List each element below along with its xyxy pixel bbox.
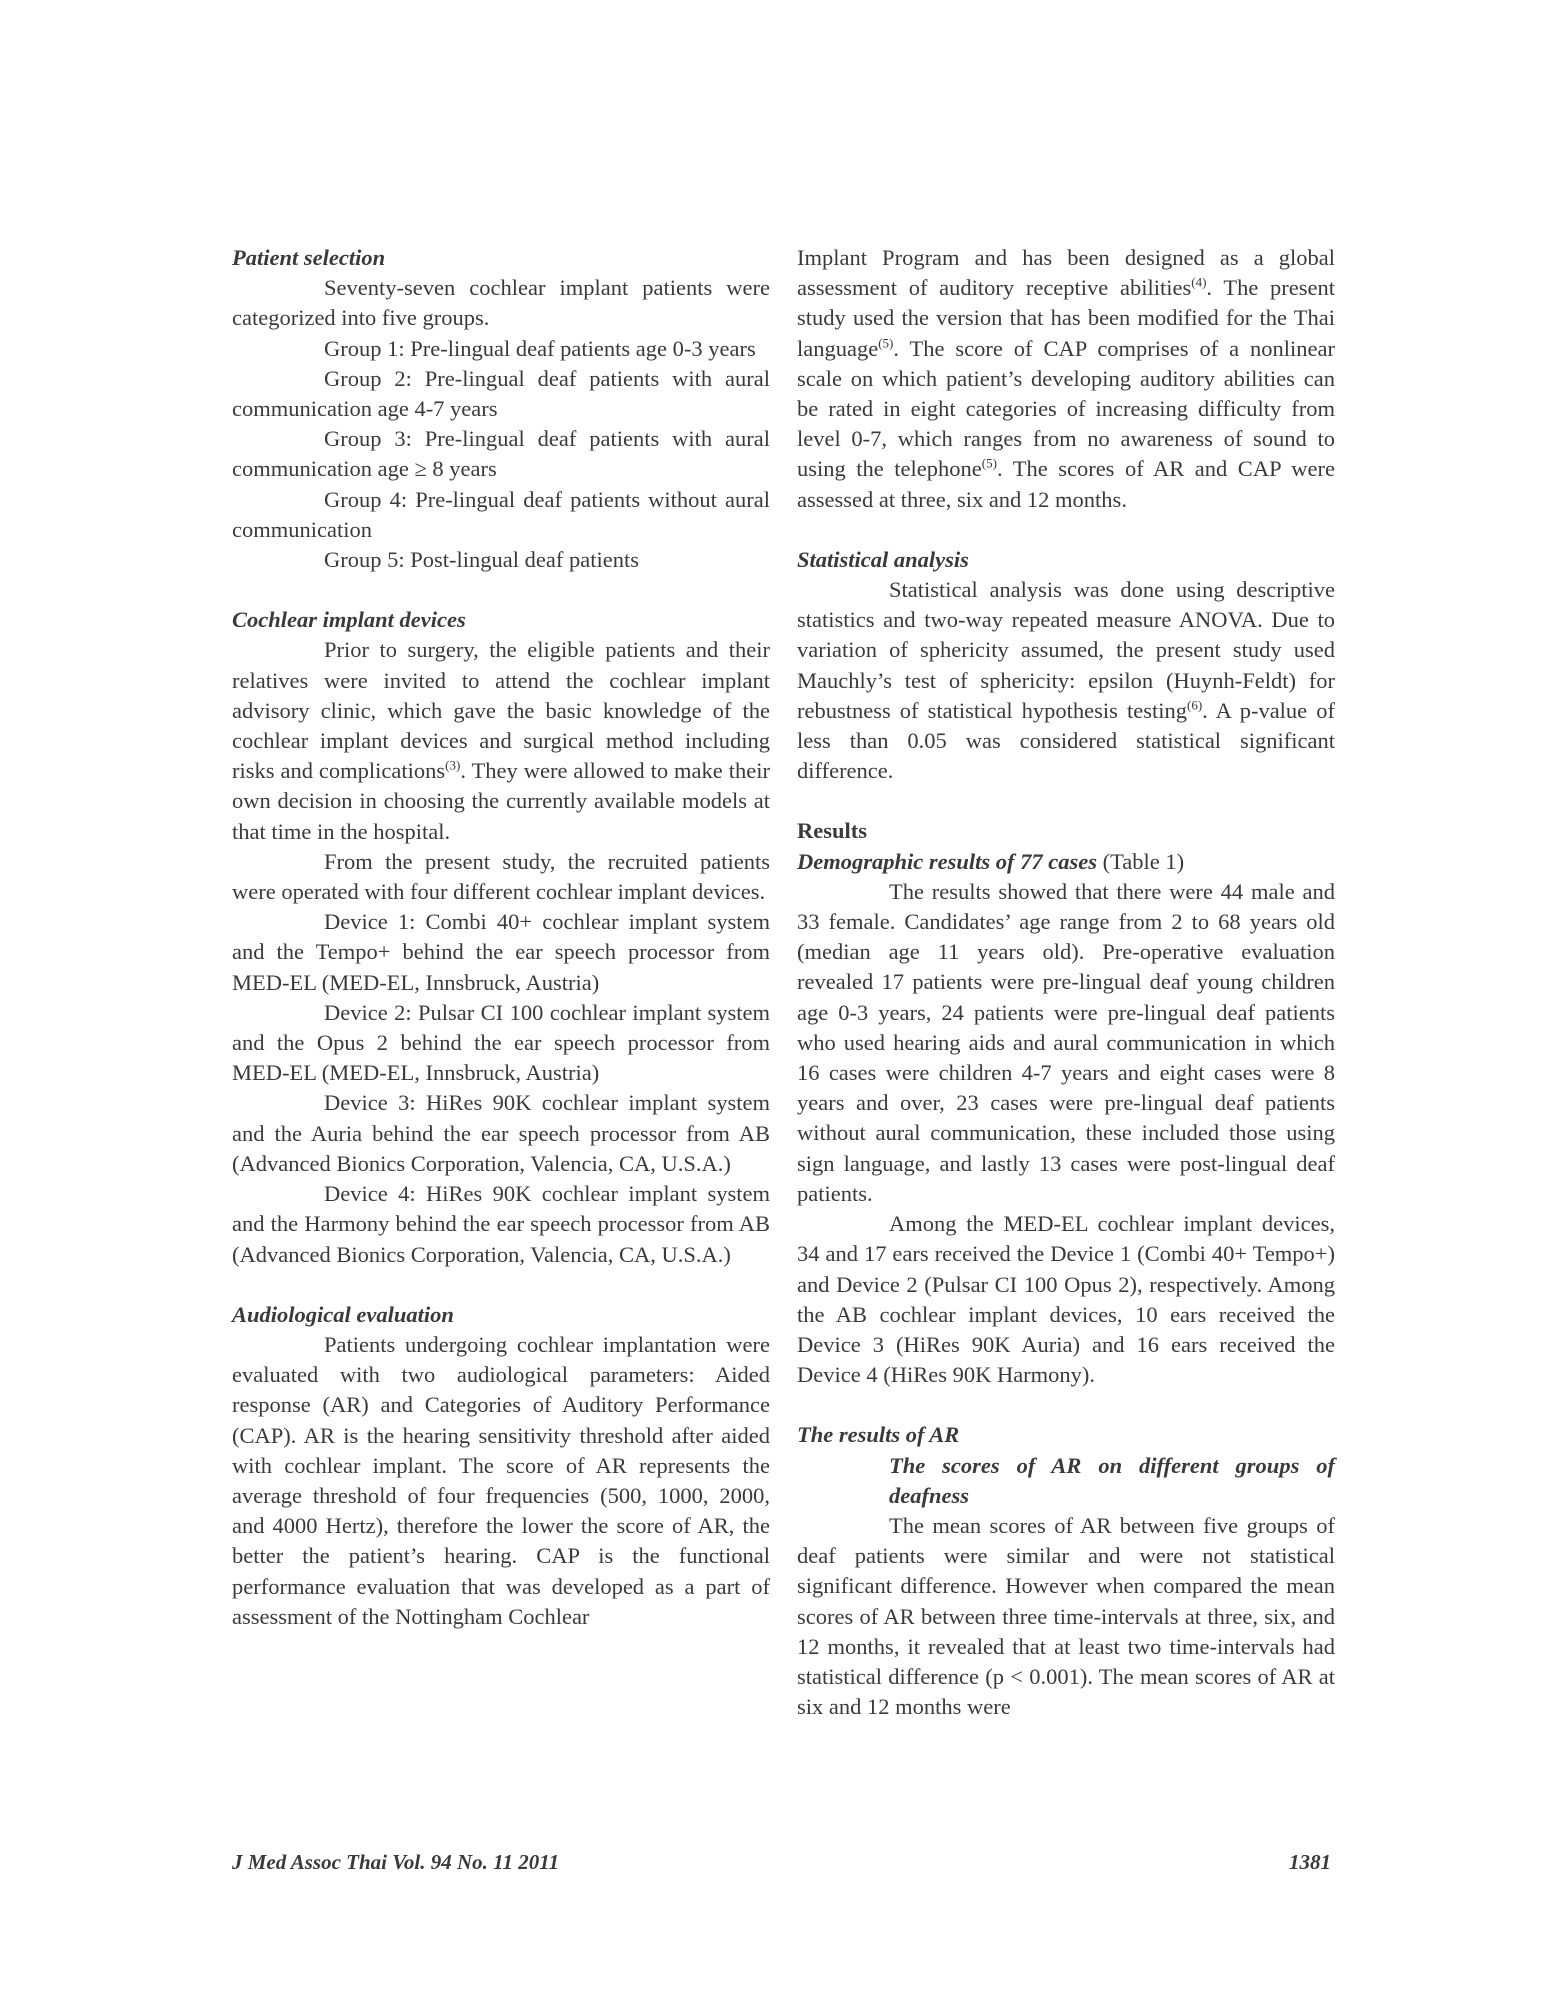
heading-results-ar: The results of AR [797, 1422, 960, 1448]
heading-patient-selection: Patient selection [232, 245, 386, 270]
group-1: Group 1: Pre-lingual deaf patients age 0-3 years [324, 335, 756, 361]
paragraph: The mean scores of AR between five groups of deaf patients were similar and were not statistical significant difference. However when compared the mean scores of AR between three time-intervals at three, six, and 12 months, it revealed that at least two time-intervals had statistical difference (p < 0.001). The mean scores of AR at six and 12 months were [797, 1512, 1335, 1720]
device-1: Device 1: Combi 40+ cochlear implant system and the Tempo+ behind the ear speech processor from MED-EL (MED-EL, Innsbruck, Austria) [232, 909, 770, 995]
device-3: Device 3: HiRes 90K cochlear implant system and the Auria behind the ear speech processor from AB (Advanced Bionics Corporation, Valencia, CA, U.S.A.) [232, 1090, 770, 1176]
group-4: Group 4: Pre-lingual deaf patients without aural communication [232, 486, 770, 542]
page-number: 1381 [1289, 1850, 1331, 1874]
paragraph: The results showed that there were 44 male and 33 female. Candidates’ age range from 2 to 68 years old (median age 11 years old). Pre-operative evaluation revealed 17 patients were pre-lingual deaf young children age 0-3 years, 24 patients were pre-lingual deaf patients who used hearing aids and aural communication in which 16 cases were children 4-7 years and eight cases were 8 years and over, 23 cases were pre-lingual deaf patients without aural communication, these included those using sign language, and lastly 13 cases were post-lingual deaf patients. [797, 878, 1335, 1206]
citation: (5) [981, 455, 997, 471]
citation: (5) [878, 335, 894, 351]
heading-results: Results [797, 818, 868, 844]
paragraph: Seventy-seven cochlear implant patients were categorized into five groups. [232, 275, 770, 331]
journal-footer: J Med Assoc Thai Vol. 94 No. 11 2011 [232, 1850, 560, 1874]
paragraph: Patients undergoing cochlear implantation were evaluated with two audiological parameters: Aided response (AR) and Categories of Auditory Performance (CAP). AR is the hearing sensitivity threshold after aided with cochlear implant. The score of AR represents the average threshold of four frequencies (500, 1000, 2000, and 4000 Hertz), therefore the lower the score of AR, the better the patient’s hearing. CAP is the functional performance evaluation that was developed as a part of assessment of the Nottingham Cochlear [232, 1331, 770, 1629]
left-column [232, 243, 770, 1632]
citation: (3) [445, 757, 461, 773]
heading-cochlear-devices: Cochlear implant devices [232, 607, 466, 633]
group-5: Group 5: Post-lingual deaf patients [324, 547, 639, 573]
device-2: Device 2: Pulsar CI 100 cochlear implant system and the Opus 2 behind the ear speech processor from MED-EL (MED-EL, Innsbruck, Austria) [232, 999, 770, 1086]
group-3: Group 3: Pre-lingual deaf patients with aural communication age ≥ 8 years [232, 426, 770, 482]
right-column [797, 243, 1335, 1722]
citation: (6) [1187, 697, 1203, 713]
citation: (4) [1191, 274, 1207, 290]
paragraph: Implant Program and has been designed as a global assessment of auditory receptive abilities$^{(4)}$. The present study used the version that has been modified for the Thai language$^{(5)}$. The score of CAP comprises of a nonlinear scale on which patient’s developing auditory abilities can be rated in eight categories of increasing difficulty from level 0-7, which ranges from no awareness of sound to using the telephone$^{(5)}$. The scores of AR and CAP were assessed at three, six and 12 months. [797, 245, 1335, 512]
group-2: Group 2: Pre-lingual deaf patients with aural communication age 4-7 years [232, 365, 770, 422]
paragraph: From the present study, the recruited patients were operated with four different cochlear implant devices. [232, 848, 770, 905]
paragraph: Statistical analysis was done using descriptive statistics and two-way repeated measure ANOVA. Due to variation of sphericity assumed, the present study used Mauchly’s test of sphericity: epsilon (Huynh-Feldt) for rebustness of statistical hypothesis testing$^{(6)}$. A p-value of less than 0.05 was considered statistical significant difference. [797, 577, 1335, 784]
heading-demographic: Demographic results of 77 cases (Table 1) [797, 848, 1185, 874]
device-4: Device 4: HiRes 90K cochlear implant system and the Harmony behind the ear speech processor from AB (Advanced Bionics Corporation, Valencia, CA, U.S.A.) [232, 1181, 770, 1267]
paragraph: Prior to surgery, the eligible patients and their relatives were invited to attend the cochlear implant advisory clinic, which gave the basic knowledge of the cochlear implant devices and surgical method including risks and complications$^{(3)}$. They were allowed to make their own decision in choosing the currently available models at that time in the hospital. [232, 637, 770, 844]
heading-statistical-analysis: Statistical analysis [797, 546, 969, 572]
heading-audiological-evaluation: Audiological evaluation [232, 1301, 454, 1327]
subheading-ar-groups: The scores of AR on different groups of deafness [889, 1452, 1335, 1508]
paragraph: Among the MED-EL cochlear implant devices, 34 and 17 ears received the Device 1 (Combi 40+ Tempo+) and Device 2 (Pulsar CI 100 Opus 2), respectively. Among the AB cochlear implant devices, 10 ears received the Device 3 (HiRes 90K Auria) and 16 ears received the Device 4 (HiRes 90K Harmony). [797, 1211, 1335, 1388]
